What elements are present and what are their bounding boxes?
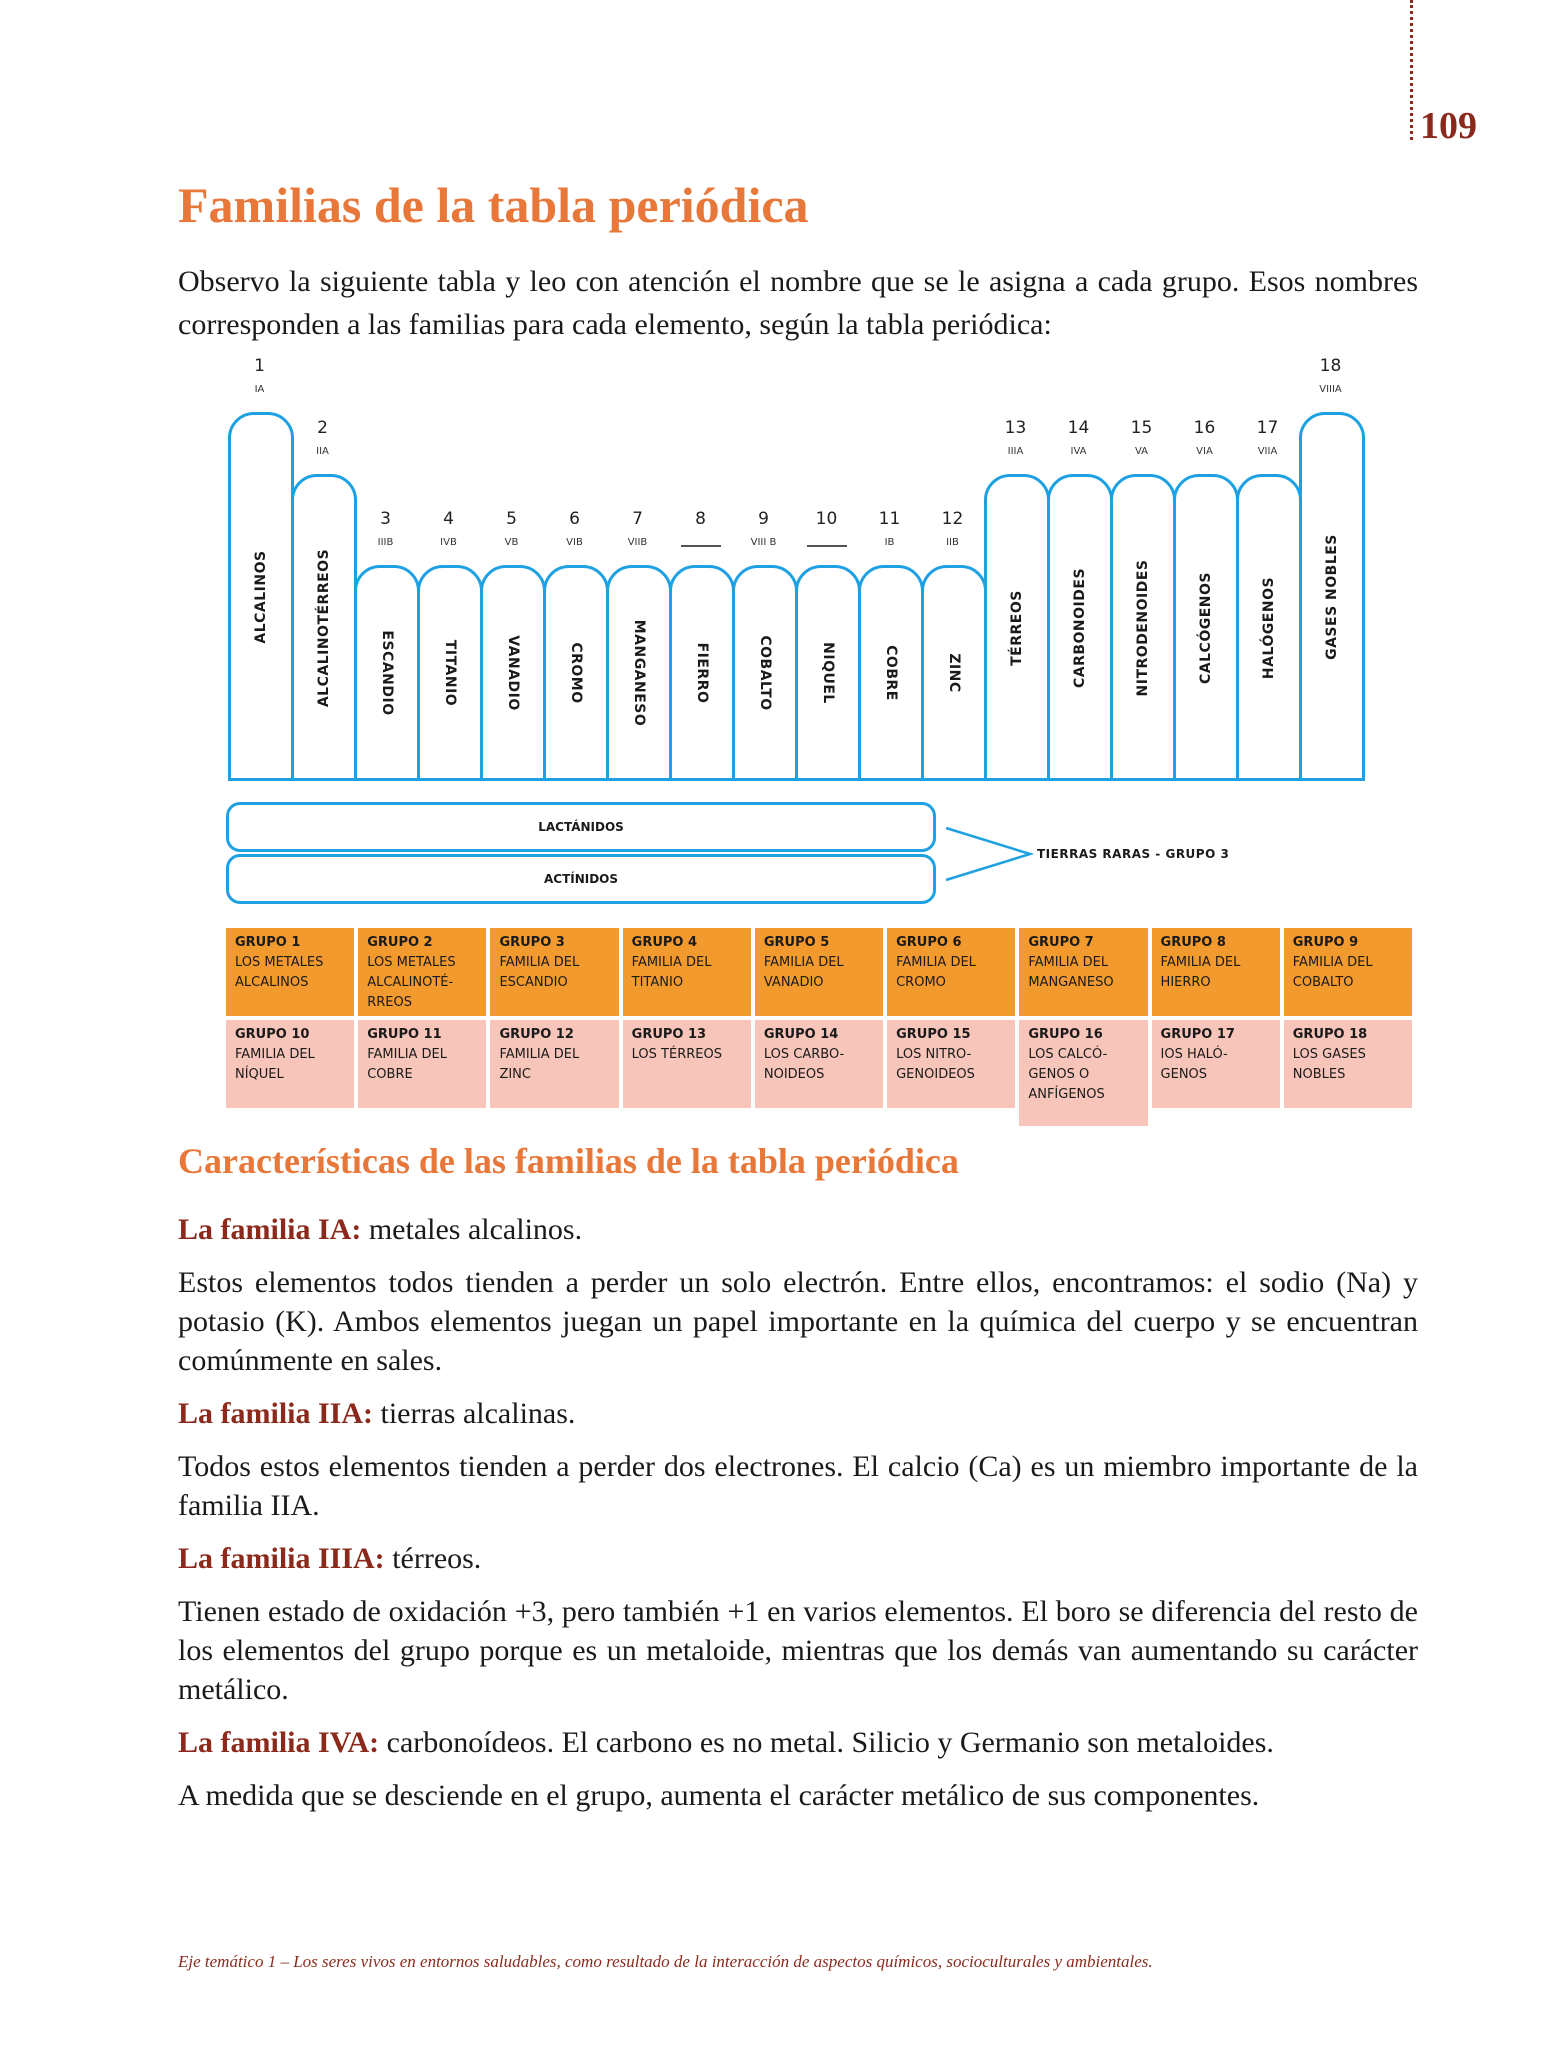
group-roman-numeral: IIIA (1007, 446, 1024, 457)
group-cell (623, 928, 751, 1016)
group-cell (755, 928, 883, 1016)
family-label: La familia IIA: (178, 1397, 373, 1430)
group-cell-description: FAMILIA DEL COBRE (367, 1047, 448, 1082)
family-name-label: VANADIO (505, 635, 521, 711)
family-label: La familia IA: (178, 1213, 362, 1246)
group-cell-description: FAMILIA DEL CROMO (896, 955, 976, 990)
group-cell (490, 1020, 618, 1108)
group-cell-title: GRUPO 13 (631, 1027, 707, 1042)
group-number: 11 (878, 509, 901, 529)
group-roman-numeral: VA (1134, 446, 1149, 457)
group-cell (755, 1020, 883, 1108)
group-cell-description: FAMILIA DEL VANADIO (763, 955, 844, 990)
group-cell-title: GRUPO 9 (1292, 935, 1359, 950)
group-cell-description: LOS TÉRREOS (631, 1047, 722, 1062)
group-cell-description: FAMILIA DEL ZINC (499, 1047, 580, 1082)
family-name-label: ALCALINOTÉRREOS (316, 548, 332, 707)
characteristics-body (178, 1210, 1418, 1829)
family-iiia-title (178, 1539, 1418, 1578)
group-cell (887, 1020, 1015, 1108)
characteristics-heading: Características de las familias de la tabla periódica (178, 1141, 959, 1181)
group-column-18 (1299, 412, 1365, 781)
family-iia-title (178, 1394, 1418, 1433)
group-roman-numeral: VIA (1196, 446, 1213, 457)
group-column-14 (1047, 474, 1113, 781)
group-number: 8 (695, 509, 706, 529)
page-title: Familias de la tabla periódica (178, 177, 809, 233)
lanthanides-bar (226, 802, 936, 852)
actinides-label: ACTÍNIDOS (543, 872, 619, 886)
family-name-label: TÉRREOS (1009, 589, 1025, 666)
actinides-bar (226, 854, 936, 904)
bracket-arrow-icon (944, 826, 1034, 882)
group-cell-description: FAMILIA DEL COBALTO (1292, 955, 1373, 990)
group-cell-description: FAMILIA DEL ESCANDIO (499, 955, 580, 990)
group-roman-numeral: VIIB (627, 537, 648, 548)
group-number: 6 (569, 509, 580, 529)
group-column-10 (795, 565, 861, 781)
group-column-3 (354, 565, 420, 781)
group-cell-description: IOS HALÓ- GENOS (1160, 1047, 1228, 1082)
rare-earths-label: TIERRAS RARAS - GRUPO 3 (1037, 847, 1230, 861)
group-cell-description: FAMILIA DEL TITANIO (631, 955, 712, 990)
family-name-label: GASES NOBLES (1324, 533, 1340, 660)
family-iva-title (178, 1723, 1418, 1762)
group-roman-numeral: IA (254, 384, 265, 395)
group-cell-title: GRUPO 4 (631, 935, 698, 950)
family-label: La familia IIIA: (178, 1542, 385, 1575)
group-number: 1 (254, 356, 265, 376)
family-name-label: ESCANDIO (379, 630, 395, 716)
group-number: 5 (506, 509, 517, 529)
group-cell (623, 1020, 751, 1108)
group-cell-description: LOS GASES NOBLES (1292, 1047, 1366, 1082)
group-number: 2 (317, 418, 328, 438)
group-number: 14 (1067, 418, 1090, 438)
group-number: 17 (1256, 418, 1279, 438)
family-name-label: ZINC (946, 653, 962, 693)
group-cell (1284, 928, 1412, 1016)
lanthanides-label: LACTÁNIDOS (538, 820, 624, 834)
group-cell (1019, 928, 1147, 1016)
group-cell-title: GRUPO 8 (1160, 935, 1226, 950)
family-name: carbonoídeos. El carbono es no metal. Silicio y Germanio son metaloides. (379, 1726, 1274, 1759)
group-number: 15 (1130, 418, 1153, 438)
family-name-label: COBALTO (757, 635, 773, 711)
group-column-7 (606, 565, 672, 781)
group-cell-title: GRUPO 10 (235, 1027, 310, 1042)
family-name-label: TITANIO (442, 639, 458, 707)
group-cell (1152, 928, 1280, 1016)
group-roman-numeral: VB (504, 537, 519, 548)
group-column-17 (1236, 474, 1302, 781)
group-column-5 (480, 565, 546, 781)
group-cell (1284, 1020, 1412, 1108)
group-number: 10 (815, 509, 838, 529)
group-cell-title: GRUPO 12 (499, 1027, 574, 1042)
group-cell-title: GRUPO 5 (763, 935, 830, 950)
family-name-label: CARBONOIDES (1072, 567, 1088, 688)
group-number: 16 (1193, 418, 1216, 438)
group-number: 12 (941, 509, 964, 529)
group-column-8 (669, 565, 735, 781)
group-number: 3 (380, 509, 391, 529)
groups-table (226, 928, 1412, 1126)
group-column-11 (858, 565, 924, 781)
group-number: 7 (632, 509, 643, 529)
family-ia-body: Estos elementos todos tienden a perder un solo electrón. Entre ellos, encontramos: el sodio (Na) y potasio (K). Ambos elementos juegan un papel importante en la química del cuerpo y se encuentran comúnmente en sales. (178, 1266, 1418, 1377)
group-column-9 (732, 565, 798, 781)
family-name-label: COBRE (883, 645, 899, 701)
group-cell-title: GRUPO 6 (896, 935, 962, 950)
group-cell-description: FAMILIA DEL MANGANESO (1028, 955, 1114, 990)
family-name-label: FIERRO (694, 642, 710, 704)
group-cell-description: FAMILIA DEL HIERRO (1160, 955, 1241, 990)
group-number: 13 (1004, 418, 1027, 438)
group-cell-description: LOS METALES ALCALINOTÉ- RREOS (367, 955, 456, 1010)
group-column-12 (921, 565, 987, 781)
group-roman-numeral: VIB (566, 537, 583, 548)
group-cell-title: GRUPO 15 (896, 1027, 971, 1042)
family-name-label: CALCÓGENOS (1198, 571, 1214, 684)
group-cell-title: GRUPO 17 (1160, 1027, 1235, 1042)
group-cell-title: GRUPO 18 (1292, 1027, 1368, 1042)
group-cell (226, 928, 354, 1016)
group-cell-title: GRUPO 11 (367, 1027, 442, 1042)
group-cell-description: LOS METALES ALCALINOS (235, 955, 324, 990)
family-name: térreos. (384, 1542, 482, 1575)
page-footer: Eje temático 1 – Los seres vivos en entornos saludables, como resultado de la interacción de aspectos químicos, socioculturales y ambientales. (178, 1952, 1153, 1971)
intro-paragraph: Observo la siguiente tabla y leo con atención el nombre que se le asigna a cada grupo. Esos nombres corresponden a las familias para cada elemento, según la tabla periódica: (178, 265, 1418, 341)
group-column-4 (417, 565, 483, 781)
group-cell-title: GRUPO 16 (1028, 1027, 1103, 1042)
family-iiia-body: Tienen estado de oxidación +3, pero también +1 en varios elementos. El boro se diferencia del resto de los elementos del grupo porque es un metaloide, mientras que los demás van aumentando su carácter metálico. (178, 1595, 1418, 1706)
family-name-label: CROMO (568, 642, 584, 704)
family-label: La familia IVA: (178, 1726, 380, 1759)
group-number: 4 (443, 509, 454, 529)
group-cell-title: GRUPO 1 (235, 935, 301, 950)
family-name: metales alcalinos. (361, 1213, 583, 1246)
family-iva-body: A medida que se desciende en el grupo, aumenta el carácter metálico de sus componentes. (178, 1779, 1260, 1812)
group-cell-description: LOS CARBO- NOIDEOS (763, 1047, 845, 1082)
group-cell (358, 1020, 486, 1108)
group-cell-title: GRUPO 7 (1028, 935, 1094, 950)
group-cell (1152, 1020, 1280, 1108)
group-cell (887, 928, 1015, 1016)
group-cell-description: LOS NITRO- GENOIDEOS (896, 1047, 975, 1082)
group-roman-numeral: IVA (1070, 446, 1087, 457)
page-number: 109 (1420, 105, 1477, 147)
group-cell (226, 1020, 354, 1108)
family-iia-body: Todos estos elementos tienden a perder dos electrones. El calcio (Ca) es un miembro importante de la familia IIA. (178, 1450, 1418, 1522)
group-column-1 (228, 412, 294, 781)
group-roman-numeral: IIA (316, 446, 329, 457)
group-cell (1019, 1020, 1147, 1126)
family-name: tierras alcalinas. (373, 1397, 576, 1430)
group-number: 18 (1319, 356, 1342, 376)
family-name-label: MANGANESO (631, 619, 647, 727)
group-roman-numeral: IIIB (377, 537, 394, 548)
group-cell (358, 928, 486, 1016)
group-column-13 (984, 474, 1050, 781)
group-roman-numeral: VIIIA (1319, 384, 1342, 395)
family-name-label: ALCALINOS (253, 549, 269, 644)
group-cell-title: GRUPO 2 (367, 935, 433, 950)
group-roman-dash (681, 545, 721, 547)
group-number: 9 (758, 509, 769, 529)
group-roman-numeral: IVB (440, 537, 457, 548)
group-column-2 (291, 474, 357, 781)
group-cell-description: LOS CALCÓ- GENOS O ANFÍGENOS (1028, 1047, 1108, 1102)
group-cell (490, 928, 618, 1016)
group-cell-description: FAMILIA DEL NÍQUEL (235, 1047, 315, 1082)
family-ia-title (178, 1210, 1418, 1249)
group-column-6 (543, 565, 609, 781)
group-column-16 (1173, 474, 1239, 781)
family-name-label: NIQUEL (820, 642, 836, 704)
group-roman-numeral: IIB (946, 537, 959, 548)
group-roman-numeral: VIIA (1257, 446, 1278, 457)
family-name-label: NITRODENOIDES (1135, 559, 1151, 696)
group-cell-title: GRUPO 3 (499, 935, 565, 950)
family-name-label: HALÓGENOS (1261, 576, 1277, 679)
group-roman-dash (807, 545, 847, 547)
group-roman-numeral: IB (884, 537, 895, 548)
group-cell-title: GRUPO 14 (763, 1027, 839, 1042)
group-roman-numeral: VIII B (750, 537, 777, 548)
group-column-15 (1110, 474, 1176, 781)
